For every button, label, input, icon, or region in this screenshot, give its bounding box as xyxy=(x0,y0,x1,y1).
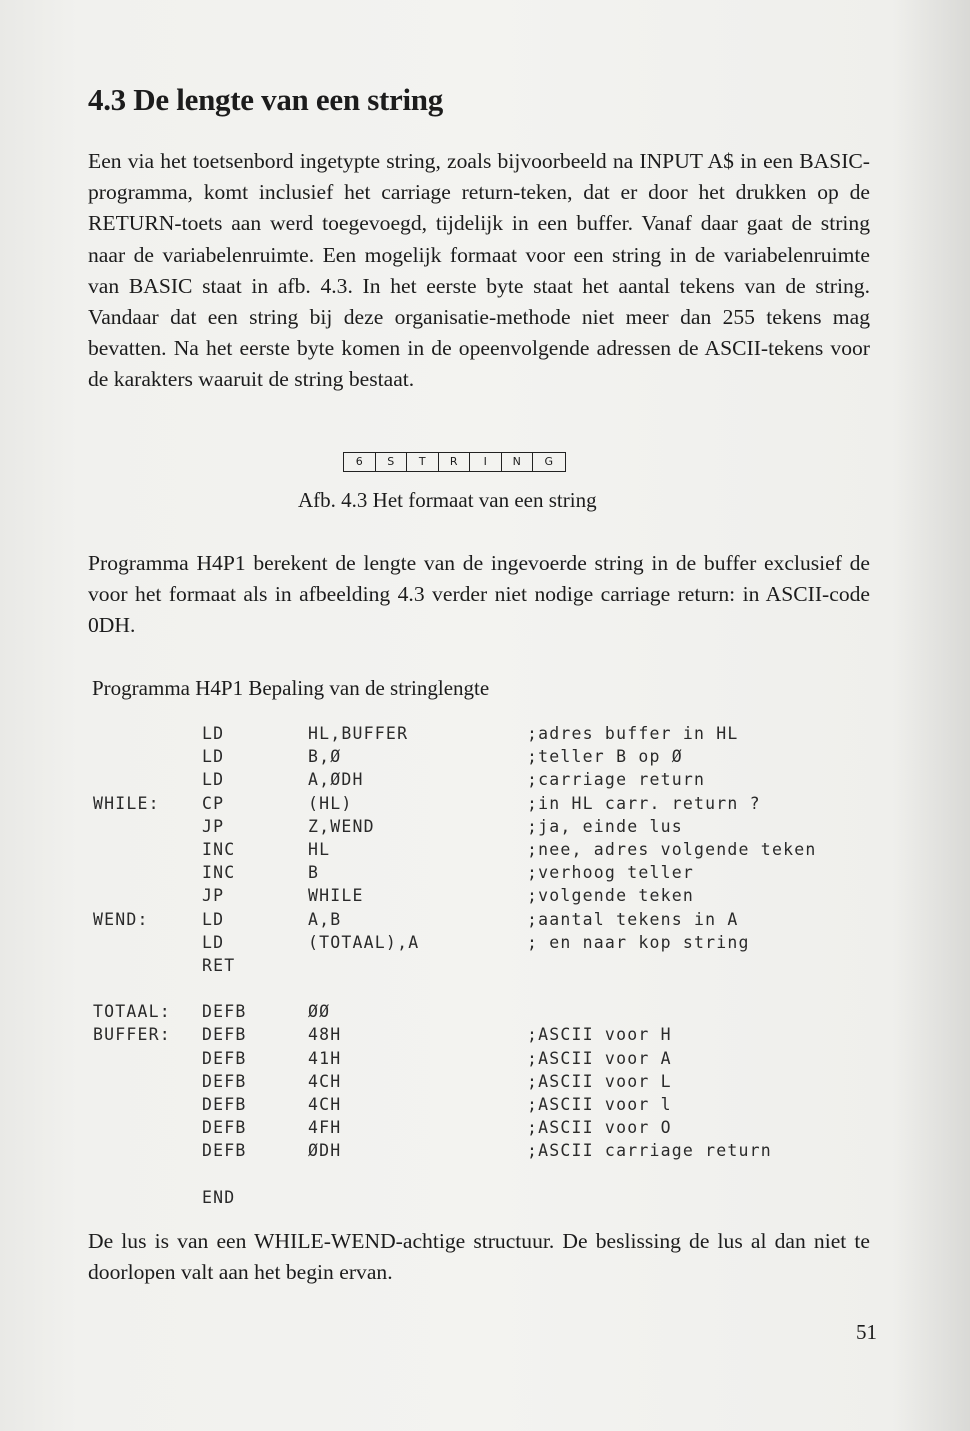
code-operand: ØDH xyxy=(308,1141,342,1161)
code-label: WHILE: xyxy=(93,793,160,813)
code-blank-line xyxy=(0,979,970,1002)
code-operand: 4FH xyxy=(308,1118,342,1138)
code-comment: ;volgende teken xyxy=(527,886,695,906)
code-operand: HL,BUFFER xyxy=(308,724,409,743)
code-line xyxy=(0,1141,970,1164)
format-cell: S xyxy=(376,453,408,471)
code-comment: ;ASCII voor O xyxy=(527,1118,672,1138)
code-operand: 4CH xyxy=(308,1095,342,1114)
code-comment: ;verhoog teller xyxy=(527,863,695,883)
code-opcode: JP xyxy=(202,816,225,836)
code-opcode: DEFB xyxy=(202,1141,247,1161)
code-operand: 4CH xyxy=(308,1071,342,1091)
code-opcode: INC xyxy=(202,863,236,883)
code-line xyxy=(0,910,970,933)
code-opcode: DEFB xyxy=(202,1025,247,1045)
code-opcode: JP xyxy=(202,886,225,906)
code-line xyxy=(0,1049,970,1072)
code-comment: ;ASCII voor L xyxy=(527,1071,672,1091)
format-cell: N xyxy=(502,453,534,471)
code-opcode: END xyxy=(202,1187,236,1207)
code-opcode: DEFB xyxy=(202,1071,247,1091)
code-line xyxy=(0,770,970,793)
figure-caption: Afb. 4.3 Het formaat van een string xyxy=(298,488,597,512)
code-line xyxy=(0,886,970,909)
format-cell: I xyxy=(470,453,502,471)
code-opcode: DEFB xyxy=(202,1002,247,1022)
code-comment: ;ASCII carriage return xyxy=(527,1141,772,1161)
code-operand: B,Ø xyxy=(308,747,342,767)
code-line xyxy=(0,747,970,770)
code-operand: 41H xyxy=(308,1048,342,1068)
code-operand: A,ØDH xyxy=(308,770,364,790)
code-label: BUFFER: xyxy=(93,1025,171,1045)
code-operand: B xyxy=(308,863,320,883)
program-description-text: Programma H4P1 berekent de lengte van de ingevoerde string in de buffer exclusief de voor het formaat als in afbeelding 4.3 verder niet nodige carriage return: in ASCII-code 0DH. xyxy=(88,551,870,638)
code-line xyxy=(0,933,970,956)
code-opcode: DEFB xyxy=(202,1048,247,1068)
code-opcode: DEFB xyxy=(202,1095,247,1114)
code-comment: ;ASCII voor A xyxy=(527,1048,672,1068)
code-line xyxy=(0,1188,970,1211)
page-number: 51 xyxy=(856,1320,877,1344)
code-comment: ; en naar kop string xyxy=(527,932,750,952)
code-opcode: DEFB xyxy=(202,1118,247,1138)
code-line xyxy=(0,724,970,747)
code-line xyxy=(0,840,970,863)
code-opcode: LD xyxy=(202,724,225,743)
assembly-listing xyxy=(0,724,970,1211)
program-description xyxy=(88,548,870,642)
code-comment: ;in HL carr. return ? xyxy=(527,793,761,813)
closing-text: De lus is van een WHILE-WEND-achtige structuur. De beslissing de lus al dan niet te doorlopen valt aan het begin ervan. xyxy=(88,1229,870,1285)
code-line xyxy=(0,817,970,840)
format-cell: T xyxy=(407,453,439,471)
code-comment: ;nee, adres volgende teken xyxy=(527,839,817,859)
code-line xyxy=(0,956,970,979)
code-operand: (TOTAAL),A xyxy=(308,932,420,952)
code-opcode: LD xyxy=(202,909,225,929)
code-line xyxy=(0,1002,970,1025)
code-operand: A,B xyxy=(308,909,342,929)
format-cell: 6 xyxy=(344,453,376,471)
code-operand: ØØ xyxy=(308,1002,331,1022)
code-operand: (HL) xyxy=(308,793,353,813)
code-comment: ;carriage return xyxy=(527,770,706,790)
intro-paragraph xyxy=(88,146,870,396)
code-opcode: INC xyxy=(202,839,236,859)
code-opcode: LD xyxy=(202,932,225,952)
code-opcode: RET xyxy=(202,955,236,975)
section-heading: 4.3 De lengte van een string xyxy=(88,82,443,117)
code-label: TOTAAL: xyxy=(93,1002,171,1022)
code-line xyxy=(0,1072,970,1095)
code-operand: HL xyxy=(308,839,331,859)
code-opcode: LD xyxy=(202,770,225,790)
code-operand: Z,WEND xyxy=(308,816,375,836)
code-comment: ;teller B op Ø xyxy=(527,747,683,767)
code-line xyxy=(0,1118,970,1141)
code-comment: ;aantal tekens in A xyxy=(527,909,739,929)
intro-text: Een via het toetsenbord ingetypte string, zoals bijvoorbeeld na INPUT A$ in een BASIC-programma, komt inclusief het carriage return-teken, dat er door het drukken op de RETURN-toets aan werd toegevoegd, tijdelijk in een buffer. Vanaf daar gaat de string naar de variabelenruimte. Een mogelijk formaat voor een string in de variabelenruimte van BASIC staat in afb. 4.3. In het eerste byte staat het aantal tekens van de string. Vandaar dat een string bij deze organisatie-methode niet meer dan 255 tekens mag bevatten. Na het eerste byte komen in de opeenvolgende adressen de ASCII-tekens voor de karakters waaruit de string bestaat. xyxy=(88,149,870,392)
code-blank-line xyxy=(0,1165,970,1188)
code-line xyxy=(0,1095,970,1118)
format-cell: G xyxy=(544,455,554,468)
format-cell: R xyxy=(439,453,471,471)
code-opcode: LD xyxy=(202,747,225,767)
code-opcode: CP xyxy=(202,793,225,813)
code-comment: ;ja, einde lus xyxy=(527,816,683,836)
program-title: Programma H4P1 Bepaling van de stringlengte xyxy=(92,676,490,700)
code-comment: ;ASCII voor H xyxy=(527,1025,672,1045)
code-label: WEND: xyxy=(93,909,149,929)
code-line xyxy=(0,794,970,817)
code-comment: ;adres buffer in HL xyxy=(527,724,739,743)
closing-paragraph xyxy=(88,1226,870,1288)
code-line xyxy=(0,863,970,886)
code-operand: WHILE xyxy=(308,886,364,906)
code-operand: 48H xyxy=(308,1025,342,1045)
code-comment: ;ASCII voor l xyxy=(527,1095,672,1114)
code-line xyxy=(0,1025,970,1048)
string-format-figure xyxy=(343,452,566,472)
